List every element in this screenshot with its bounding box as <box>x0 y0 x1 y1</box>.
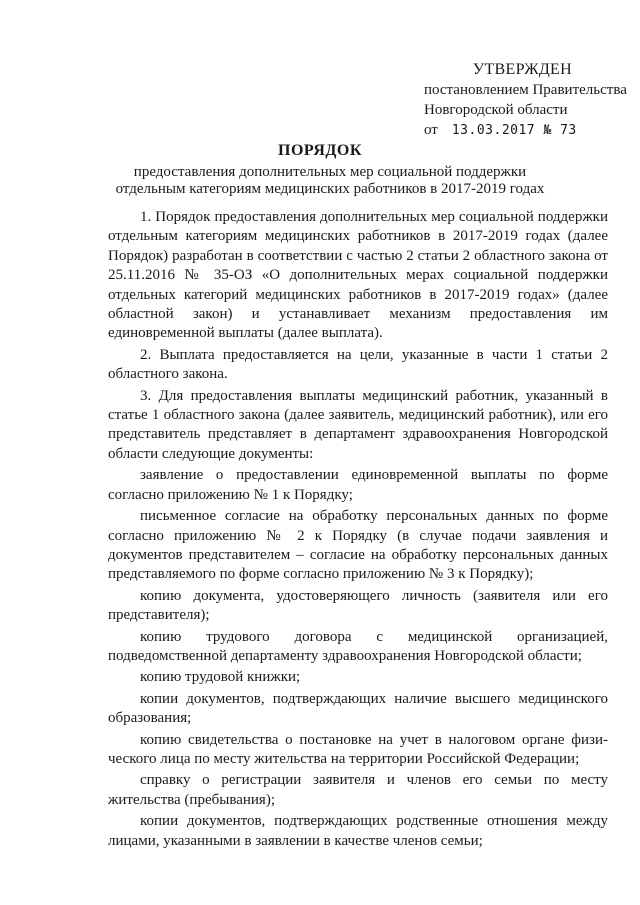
paragraph-6: копию документа, удостоверяющего личность (заявителя или его представителя); <box>108 587 608 624</box>
document-subtitle: предоставления дополнительных мер социальной поддержки отдельным категориям медицинских работников в 2017-2019 годах <box>115 164 545 197</box>
paragraph-2: 2. Выплата предоставляется на цели, указанные в части 1 статьи 2 областного закона. <box>108 346 608 383</box>
approval-header: УТВЕРЖДЕН <box>472 61 572 78</box>
paragraph-5: письменное согласие на обработку персональных данных по форме согласно приложению № 2 к Порядку (в случае подачи заявления и документов представителем – согласие на обработку персональных данных представляемого по форме согласно приложению № 3 к Порядку); <box>108 508 608 583</box>
paragraph-8: копию трудовой книжки; <box>140 669 301 686</box>
paragraph-12: копии документов, подтверждающих родственные отношения между лицами, указанными в заявлении в качестве членов семьи; <box>108 813 608 849</box>
approval-stamp <box>424 60 630 141</box>
document-body <box>108 208 608 853</box>
paragraph-7: копию трудового договора с медицинской организацией, подведомственной департаменту здравоохранения Новгородской области; <box>108 628 608 664</box>
paragraph-1: 1. Порядок предоставления дополнительных мер социальной поддержки отдельным категориям медицинских работников в 2017-2019 годах (далее Порядок) разработан в соответствии с частью 2 статьи 2 областного закона от 25.11.2016 № 35-ОЗ «О дополнительных мерах социальной поддержки отдельных категорий медицинских работников в 2017-2019 годах» (далее областной закон) и устанавливает механизм предоставления им единовременной выплаты (далее выплата). <box>108 209 608 342</box>
approval-date-value: 13.03.2017 № 73 <box>451 123 577 138</box>
approval-date-prefix: от <box>424 122 438 138</box>
approval-date-row <box>424 120 630 141</box>
approval-line-2: Новгородской области <box>424 102 568 118</box>
paragraph-9: копии документов, подтверждающих наличие высшего медицинского образования; <box>108 690 608 727</box>
paragraph-11: справку о регистрации заявителя и членов его семьи по месту жительства (пребывания); <box>108 772 608 808</box>
paragraph-3: 3. Для предоставления выплаты медицинский работник, указанный в статье 1 областного закона (далее заявитель, медицинский работник), или его представитель представляет в департамент здравоохранения Новгородской области следующие документы: <box>108 387 608 462</box>
paragraph-10: копию свидетельства о постановке на учет в налоговом органе физического лица по месту жительства на территории Российской Федерации; <box>108 731 608 767</box>
document-title: ПОРЯДОК <box>278 142 362 159</box>
approval-line-1: постановлением Правительства <box>424 82 627 98</box>
paragraph-4: заявление о предоставлении единовременной выплаты по форме согласно приложению № 1 к Порядку; <box>108 467 608 503</box>
